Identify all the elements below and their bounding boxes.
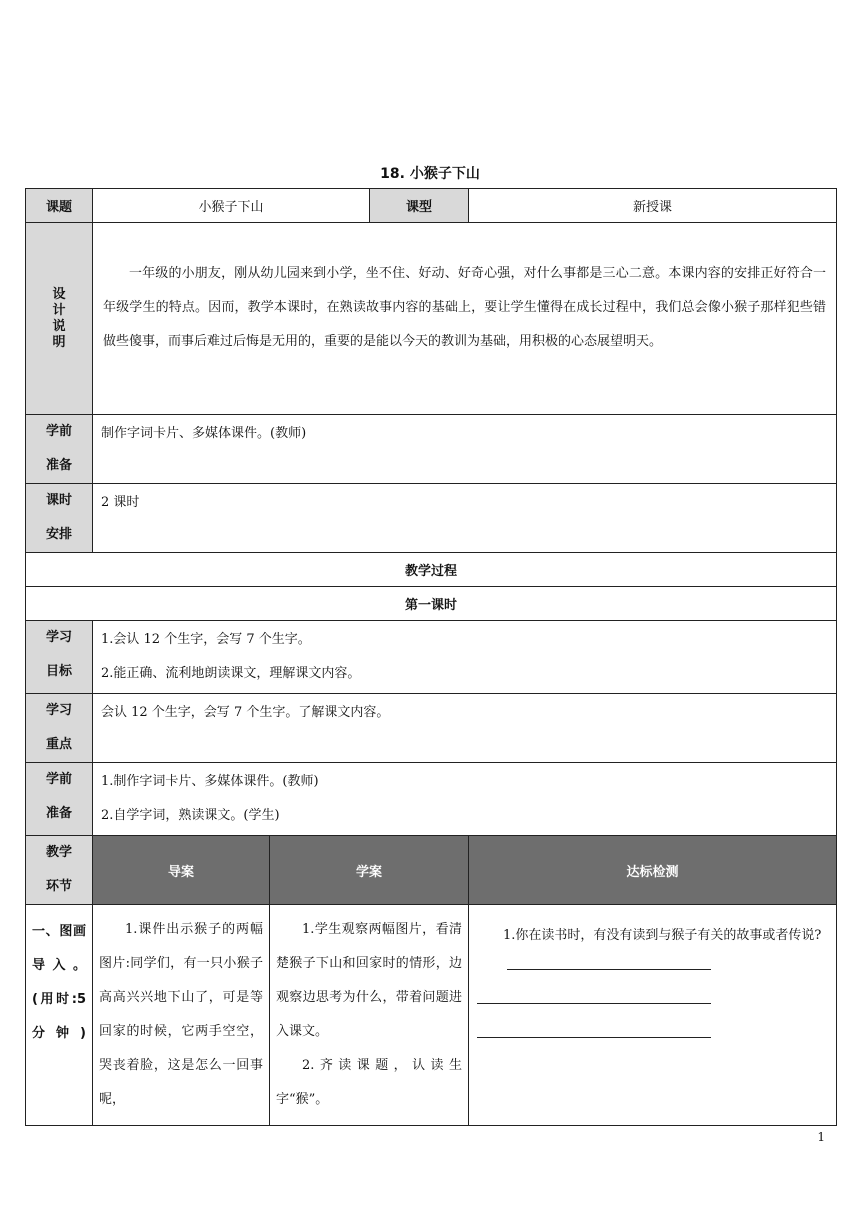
prep2-line-2: 2.自学字词，熟读课文。(学生) [101,808,280,823]
step1-study-1: 1.学生观察两幅图片，看清楚猴子下山和回家时的情形，边观察边思考为什么，带着问题进入课文。 [276,922,463,1039]
goals-line-2: 2.能正确、流利地朗读课文，理解课文内容。 [101,666,361,681]
prep2-line-1: 1.制作字词卡片、多媒体课件。(教师) [101,774,319,789]
prep-label-2: 准备 [45,458,72,473]
guide-col-header: 导案 [93,836,270,905]
goals-label-2: 目标 [45,664,72,679]
step1-stage: 一、图画导入。(用时:5分钟) [26,905,93,1126]
step1-guide: 1.课件出示猴子的两幅图片:同学们，有一只小猴子高高兴兴地下山了，可是等回家的时候，它两手空空，哭丧着脸，这是怎么一回事呢， [93,905,270,1126]
goals-label-1: 学习 [45,630,72,645]
answer-line-2 [477,1003,711,1004]
prep-text: 制作字词卡片、多媒体课件。(教师) [93,415,837,484]
prep2-label [26,763,93,836]
course-type-value: 新授课 [469,189,837,223]
prep2-label-2: 准备 [45,806,72,821]
page-number: 1 [817,1130,825,1144]
goals-label [26,621,93,694]
lesson-plan-table [25,188,837,1126]
step1-check: 1.你在读书时，有没有读到与猴子有关的故事或者传说? [503,928,822,943]
stage-col-label [26,836,93,905]
document-title: 18. 小猴子下山 [380,166,480,182]
step1-check-cell [469,905,837,1126]
step1-study-2: 2.齐读课题，认读生字“猴”。 [276,1058,463,1107]
design-text: 一年级的小朋友，刚从幼儿园来到小学，坐不住、好动、好奇心强，对什么事都是三心二意。本课内容的安排正好符合一年级学生的特点。因而，教学本课时，在熟读故事内容的基础上，要让学生懂得在成长过程中，我们总会像小猴子那样犯些错做些傻事，而事后难过后悔是无用的，重要的是能以今天的教训为基础，用积极的心态展望明天。 [93,223,837,415]
focus-label-2: 重点 [45,737,72,752]
prep2-label-1: 学前 [45,772,72,787]
process-title: 教学过程 [26,553,837,587]
hours-text: 2 课时 [93,484,837,553]
design-label-cell [26,223,93,415]
focus-label [26,694,93,763]
answer-line-3 [477,1037,711,1038]
study-col-header: 学案 [270,836,469,905]
check-col-header: 达标检测 [469,836,837,905]
design-label: 设计说明 [52,286,66,350]
stage-col-label-1: 教学 [45,845,72,860]
step1-study [270,905,469,1126]
hours-label [26,484,93,553]
prep-label-1: 学前 [45,424,72,439]
goals-line-1: 1.会认 12 个生字，会写 7 个生字。 [101,632,311,647]
focus-label-1: 学习 [45,703,72,718]
course-label: 课题 [26,189,93,223]
goals-text [93,621,837,694]
prep2-text [93,763,837,836]
prep-label [26,415,93,484]
course-value: 小猴子下山 [93,189,370,223]
hours-label-2: 安排 [45,527,72,542]
stage-col-label-2: 环节 [45,879,72,894]
lesson-title: 第一课时 [26,587,837,621]
focus-text: 会认 12 个生字，会写 7 个生字。了解课文内容。 [93,694,837,763]
answer-line-1 [507,969,711,970]
hours-label-1: 课时 [45,493,72,508]
course-type-label: 课型 [370,189,469,223]
